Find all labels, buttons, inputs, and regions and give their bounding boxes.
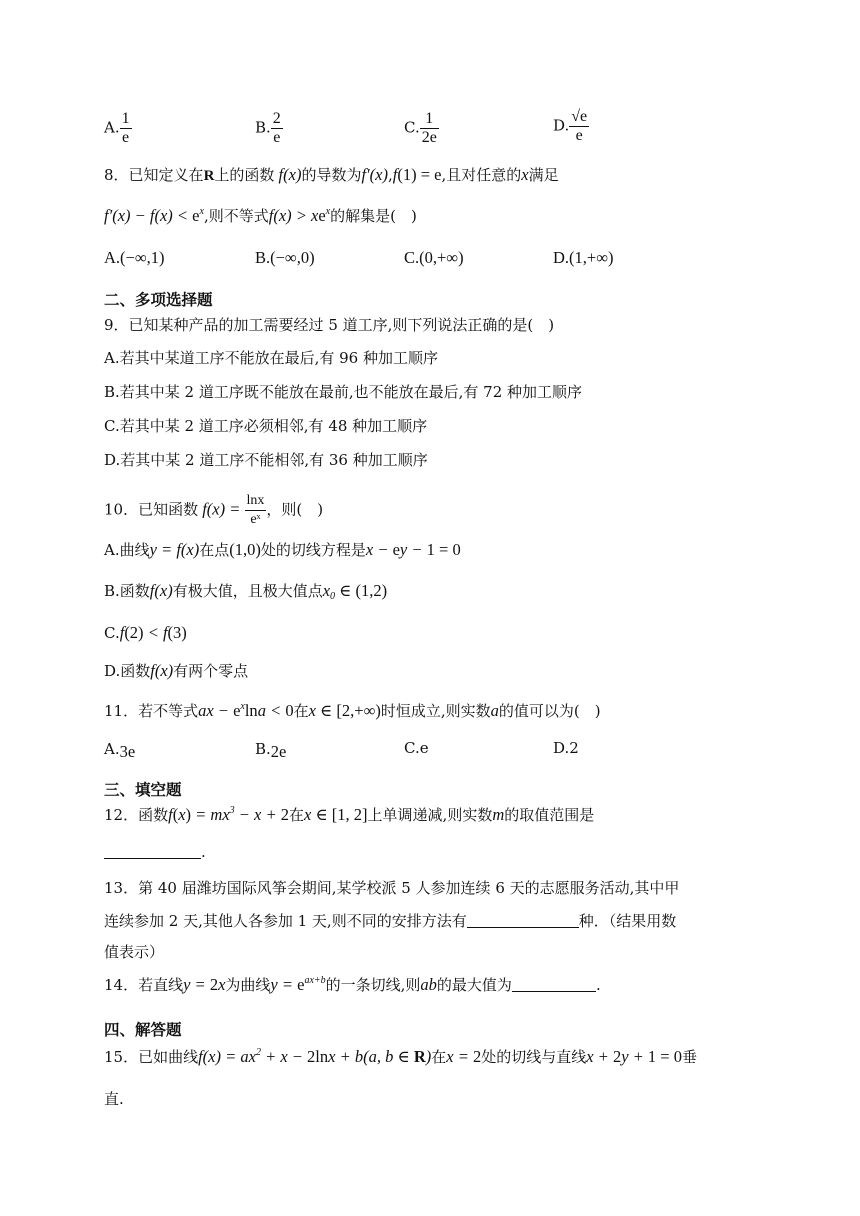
q9-option-d: D.若其中某 2 道工序不能相邻,有 36 种加工顺序 <box>104 451 428 469</box>
math-inequality: ax − $e^x\ln a < 0$ <box>198 701 294 720</box>
variable-x: x <box>521 165 529 184</box>
denominator: 2e <box>421 129 437 146</box>
fraction <box>271 110 283 147</box>
text: . <box>595 976 601 994</box>
text: 上单调递减,则实数 <box>367 806 493 824</box>
answer-blank[interactable] <box>512 975 596 992</box>
math-fx: f(x) <box>274 165 302 184</box>
q8-option-b: B.(−∞,0) <box>255 248 315 267</box>
math-fx: f(x) <box>149 581 173 600</box>
math-curve: $f(x) = ax^2 + x - 2\ln x + b(a$, b ∈ R) <box>198 1047 432 1066</box>
q7-option-c <box>404 110 439 147</box>
math-function: $f(x) = mx^3 - x + 2$ <box>168 805 289 824</box>
math-fprime: f′(x) <box>361 165 388 184</box>
math-compare: f(2) < f(3) <box>119 623 187 642</box>
q9-option-c: C.若其中某 2 道工序必须相邻,有 48 种加工顺序 <box>104 417 428 435</box>
math-curve: y = f(x) <box>149 540 200 559</box>
fraction <box>245 492 267 529</box>
variable-ab: ab <box>420 975 437 994</box>
math-domain: x ∈ [1, 2] <box>304 805 368 824</box>
text: D.函数 <box>104 662 151 680</box>
option-value: 2e <box>270 742 287 761</box>
option-label: B. <box>255 118 271 137</box>
answer-blank[interactable] <box>467 911 579 928</box>
text: ,则不等式 <box>203 207 269 225</box>
text: 上的函数 <box>214 166 275 184</box>
option-value: 3e <box>119 742 136 761</box>
text: . <box>201 843 206 861</box>
q7-option-a <box>104 110 132 147</box>
option-label: D. <box>553 116 570 135</box>
math-point: (1,0) <box>229 540 261 559</box>
math-fx: f(x) <box>150 661 174 680</box>
text: 连续参加 2 天,其他人各参加 1 天,则不同的安排方法有 <box>104 912 467 930</box>
math-point: x = 2 <box>446 1047 482 1066</box>
text: 的一条切线,则 <box>325 976 421 994</box>
text: 的取值范围是 <box>504 806 595 824</box>
text: 的最大值为 <box>436 976 512 994</box>
text: 在点 <box>199 541 230 559</box>
math-line: x + 2y + 1 = 0 <box>586 1047 682 1066</box>
q8-option-a: A.(−∞,1) <box>104 248 165 267</box>
option-label: A. <box>104 740 120 758</box>
option-label: B. <box>255 740 271 758</box>
q8-stem-line1 <box>104 165 559 186</box>
q10-option-d <box>104 661 248 681</box>
variable-m: m <box>492 805 505 824</box>
q12-stem <box>104 805 594 825</box>
text: 有两个零点 <box>173 662 249 680</box>
q13-line1: 13．第 40 届潍坊国际风筝会期间,某学校派 5 人参加连续 6 天的志愿服务活动,其中甲 <box>104 879 680 897</box>
question-number: 11．若不等式 <box>104 702 199 720</box>
reals-symbol: R <box>203 168 215 184</box>
q9-option-b: B.若其中某 2 道工序既不能放在最前,也不能放在最后,有 72 种加工顺序 <box>104 383 583 401</box>
denominator: eˣ <box>245 510 267 529</box>
text: 的值可以为( ) <box>498 702 601 720</box>
text: 有极大值，且极大值点 <box>172 582 323 600</box>
denominator: e <box>120 128 132 147</box>
text: ，则( ) <box>266 500 324 519</box>
fraction <box>120 110 132 147</box>
text: 的导数为 <box>301 166 362 184</box>
q9-stem: 9．已知某种产品的加工需要经过 5 道工序,则下列说法正确的是( ) <box>104 316 555 334</box>
q7-option-d <box>553 108 589 145</box>
text: A.曲线 <box>104 541 150 559</box>
q8-stem-line2 <box>104 206 417 226</box>
q10-stem <box>104 492 323 529</box>
option-label: C. <box>404 118 420 137</box>
q11-option-d: D.2 <box>553 739 579 757</box>
text: 处的切线方程是 <box>260 541 366 559</box>
text: 种．（结果用数 <box>578 912 677 930</box>
math-inequality: $f'(x) - f(x) < e^x$ <box>104 206 204 225</box>
text: 垂 <box>681 1048 697 1066</box>
text: 满足 <box>528 166 559 184</box>
text: 在 <box>431 1048 447 1066</box>
numerator: lnx <box>246 493 265 508</box>
text: 处的切线与直线 <box>481 1048 587 1066</box>
q15-stem-line1 <box>104 1047 697 1067</box>
q8-option-c: C.(0,+∞) <box>404 248 464 267</box>
fraction <box>569 108 589 145</box>
fraction <box>420 110 439 147</box>
text: ,且对任意的 <box>441 166 522 184</box>
question-number: 8． <box>104 166 129 184</box>
section-heading-multiple-choice: 二、多项选择题 <box>104 291 213 309</box>
q11-option-a <box>104 739 135 759</box>
q11-stem <box>104 701 601 721</box>
math-curve: $y = e^{ax+b}$ <box>270 975 326 994</box>
option-label: A. <box>104 118 120 137</box>
text: 的解集是( ) <box>330 207 417 225</box>
text: 在 <box>288 806 304 824</box>
q10-option-b <box>104 581 387 601</box>
text: B.函数 <box>104 582 150 600</box>
text: 已知定义在 <box>128 166 204 184</box>
section-heading-solutions: 四、解答题 <box>104 1021 182 1039</box>
math-inequality-2: $f(x) > xe^x$ <box>268 206 331 225</box>
denominator: e <box>271 128 283 147</box>
q14-stem <box>104 975 601 995</box>
q12-answer-line <box>104 842 206 862</box>
numerator: √e <box>571 108 588 125</box>
q15-stem-line2: 直. <box>104 1090 124 1108</box>
numerator: 1 <box>425 110 434 127</box>
variable-a: a <box>490 701 499 720</box>
math-f1: f(1) = e <box>392 165 442 184</box>
math-line: y = 2x <box>183 975 226 994</box>
numerator: 2 <box>272 110 281 127</box>
q7-option-b <box>255 110 283 147</box>
q10-option-c <box>104 623 187 643</box>
question-number: 14．若直线 <box>104 976 184 994</box>
q11-option-c: C.e <box>404 739 429 757</box>
q13-line2 <box>104 911 676 931</box>
text: 时恒成立,则实数 <box>380 702 491 720</box>
q11-option-b <box>255 739 286 759</box>
numerator: 1 <box>121 110 130 127</box>
q13-line3: 值表示） <box>104 943 165 961</box>
math-fx: f(x) = <box>198 499 245 519</box>
text: 在 <box>293 702 309 720</box>
q8-option-d: D.(1,+∞) <box>553 248 614 267</box>
denominator: e <box>569 126 589 145</box>
math-tangent-line: x − ey − 1 = 0 <box>365 540 461 559</box>
math-domain: x ∈ [2,+∞) <box>308 701 381 720</box>
text: C. <box>104 624 120 642</box>
section-heading-fill-in: 三、填空题 <box>104 781 182 799</box>
math-interval: $x_0$ ∈ (1,2) <box>322 581 388 602</box>
question-number: 12．函数 <box>104 806 169 824</box>
q10-option-a <box>104 540 461 560</box>
question-number: 15．已如曲线 <box>104 1048 199 1066</box>
text: , <box>387 166 393 184</box>
question-number: 10．已知函数 <box>104 500 199 519</box>
text: 为曲线 <box>225 976 271 994</box>
q9-option-a: A.若其中某道工序不能放在最后,有 96 种加工顺序 <box>104 349 438 367</box>
answer-blank[interactable] <box>104 842 201 859</box>
